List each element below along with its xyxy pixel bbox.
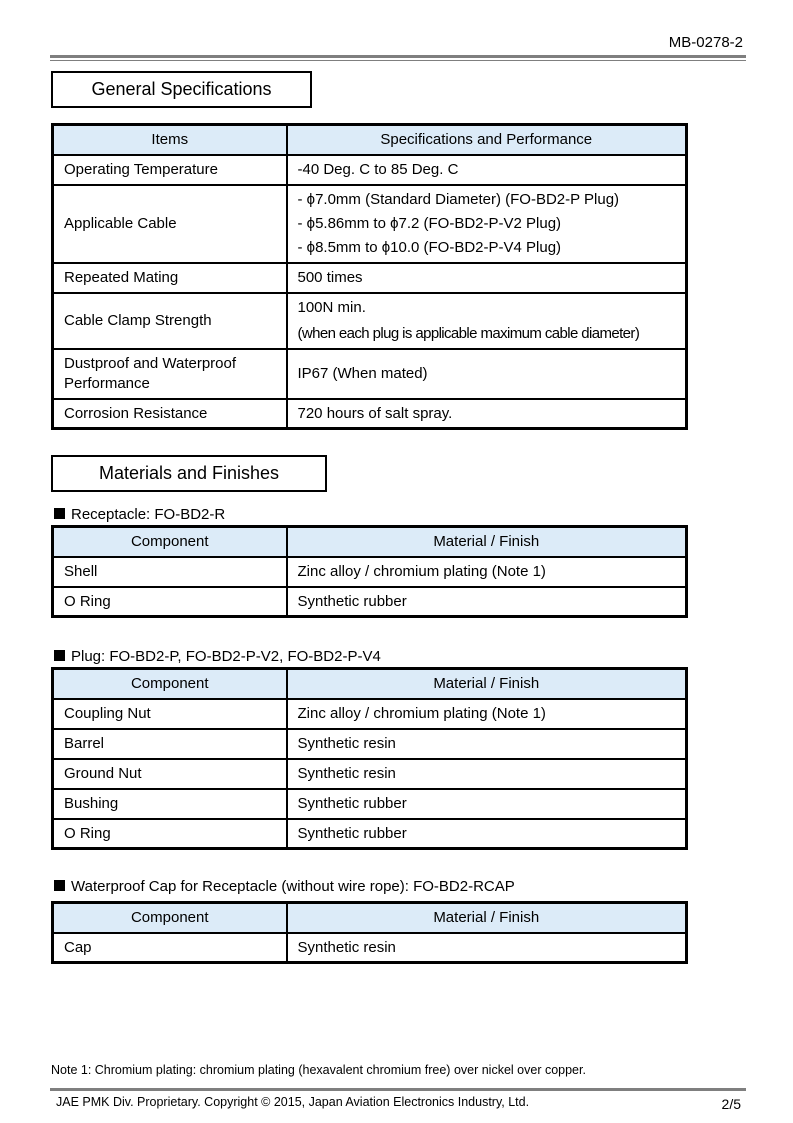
material-cell: Synthetic resin bbox=[287, 729, 687, 759]
footer-rule bbox=[50, 1088, 746, 1091]
spec-cell: IP67 (When mated) bbox=[287, 349, 687, 399]
table-row bbox=[53, 185, 687, 263]
component-cell: O Ring bbox=[53, 819, 287, 849]
spec-cell: 720 hours of salt spray. bbox=[287, 399, 687, 429]
table-row bbox=[53, 557, 687, 587]
table-row bbox=[53, 699, 687, 729]
spec-line: (when each plug is applicable maximum cable diameter) bbox=[297, 324, 640, 342]
plug-heading-text: Plug: FO-BD2-P, FO-BD2-P-V2, FO-BD2-P-V4 bbox=[71, 648, 381, 665]
black-square-bullet-icon bbox=[54, 508, 65, 519]
black-square-bullet-icon bbox=[54, 880, 65, 891]
item-cell: Cable Clamp Strength bbox=[53, 293, 287, 349]
column-header-material: Material / Finish bbox=[287, 669, 687, 699]
cap-materials-table bbox=[51, 901, 688, 964]
component-cell: O Ring bbox=[53, 587, 287, 617]
table-row bbox=[53, 729, 687, 759]
spec-cell: 500 times bbox=[287, 263, 687, 293]
spec-cell bbox=[287, 185, 687, 263]
item-cell: Operating Temperature bbox=[53, 155, 287, 185]
table-row bbox=[53, 933, 687, 963]
component-cell: Cap bbox=[53, 933, 287, 963]
header-rule bbox=[50, 55, 746, 58]
receptacle-heading bbox=[54, 506, 225, 523]
column-header-items: Items bbox=[53, 125, 287, 155]
footer-copyright: JAE PMK Div. Proprietary. Copyright © 2015, Japan Aviation Electronics Industry, Ltd. bbox=[56, 1095, 530, 1109]
table-row bbox=[53, 819, 687, 849]
material-cell: Synthetic rubber bbox=[287, 819, 687, 849]
column-header-component: Component bbox=[53, 903, 287, 933]
spec-line: 100N min. bbox=[297, 298, 366, 316]
table-header-row bbox=[53, 669, 687, 699]
black-square-bullet-icon bbox=[54, 650, 65, 661]
material-cell: Synthetic rubber bbox=[287, 789, 687, 819]
component-cell: Ground Nut bbox=[53, 759, 287, 789]
table-row bbox=[53, 587, 687, 617]
general-specifications-table bbox=[51, 123, 688, 430]
column-header-component: Component bbox=[53, 527, 287, 557]
table-row bbox=[53, 293, 687, 349]
component-cell: Bushing bbox=[53, 789, 287, 819]
item-cell: Applicable Cable bbox=[53, 185, 287, 263]
general-specifications-title: General Specifications bbox=[51, 71, 312, 108]
column-header-material: Material / Finish bbox=[287, 527, 687, 557]
table-row bbox=[53, 349, 687, 399]
receptacle-heading-text: Receptacle: FO-BD2-R bbox=[71, 506, 226, 523]
spec-cell bbox=[287, 293, 687, 349]
cap-heading bbox=[54, 878, 515, 895]
column-header-specifications: Specifications and Performance bbox=[287, 125, 687, 155]
table-header-row bbox=[53, 903, 687, 933]
spec-line: - ϕ8.5mm to ϕ10.0 (FO-BD2-P-V4 Plug) bbox=[297, 238, 562, 256]
table-row bbox=[53, 155, 687, 185]
footnote: Note 1: Chromium plating: chromium plating (hexavalent chromium free) over nickel over copper. bbox=[51, 1063, 586, 1077]
component-cell: Shell bbox=[53, 557, 287, 587]
page-number: 2/5 bbox=[721, 1096, 741, 1112]
spec-line: - ϕ5.86mm to ϕ7.2 (FO-BD2-P-V2 Plug) bbox=[297, 214, 562, 232]
item-cell: Dustproof and Waterproof Performance bbox=[53, 349, 287, 399]
column-header-material: Material / Finish bbox=[287, 903, 687, 933]
table-row bbox=[53, 263, 687, 293]
material-cell: Synthetic rubber bbox=[287, 587, 687, 617]
document-id: MB-0278-2 bbox=[668, 34, 743, 51]
table-header-row bbox=[53, 125, 687, 155]
plug-heading bbox=[54, 648, 381, 665]
component-cell: Barrel bbox=[53, 729, 287, 759]
table-row bbox=[53, 399, 687, 429]
material-cell: Synthetic resin bbox=[287, 759, 687, 789]
column-header-component: Component bbox=[53, 669, 287, 699]
receptacle-materials-table bbox=[51, 525, 688, 618]
materials-finishes-title: Materials and Finishes bbox=[51, 455, 327, 492]
header-rule-thin bbox=[50, 60, 746, 61]
item-cell: Corrosion Resistance bbox=[53, 399, 287, 429]
component-cell: Coupling Nut bbox=[53, 699, 287, 729]
spec-cell: -40 Deg. C to 85 Deg. C bbox=[287, 155, 687, 185]
table-row bbox=[53, 759, 687, 789]
material-cell: Synthetic resin bbox=[287, 933, 687, 963]
cap-heading-text: Waterproof Cap for Receptacle (without wire rope): FO-BD2-RCAP bbox=[71, 878, 515, 895]
item-cell: Repeated Mating bbox=[53, 263, 287, 293]
plug-materials-table bbox=[51, 667, 688, 850]
table-row bbox=[53, 789, 687, 819]
material-cell: Zinc alloy / chromium plating (Note 1) bbox=[287, 699, 687, 729]
material-cell: Zinc alloy / chromium plating (Note 1) bbox=[287, 557, 687, 587]
table-header-row bbox=[53, 527, 687, 557]
spec-line: - ϕ7.0mm (Standard Diameter) (FO-BD2-P Plug) bbox=[297, 190, 620, 208]
